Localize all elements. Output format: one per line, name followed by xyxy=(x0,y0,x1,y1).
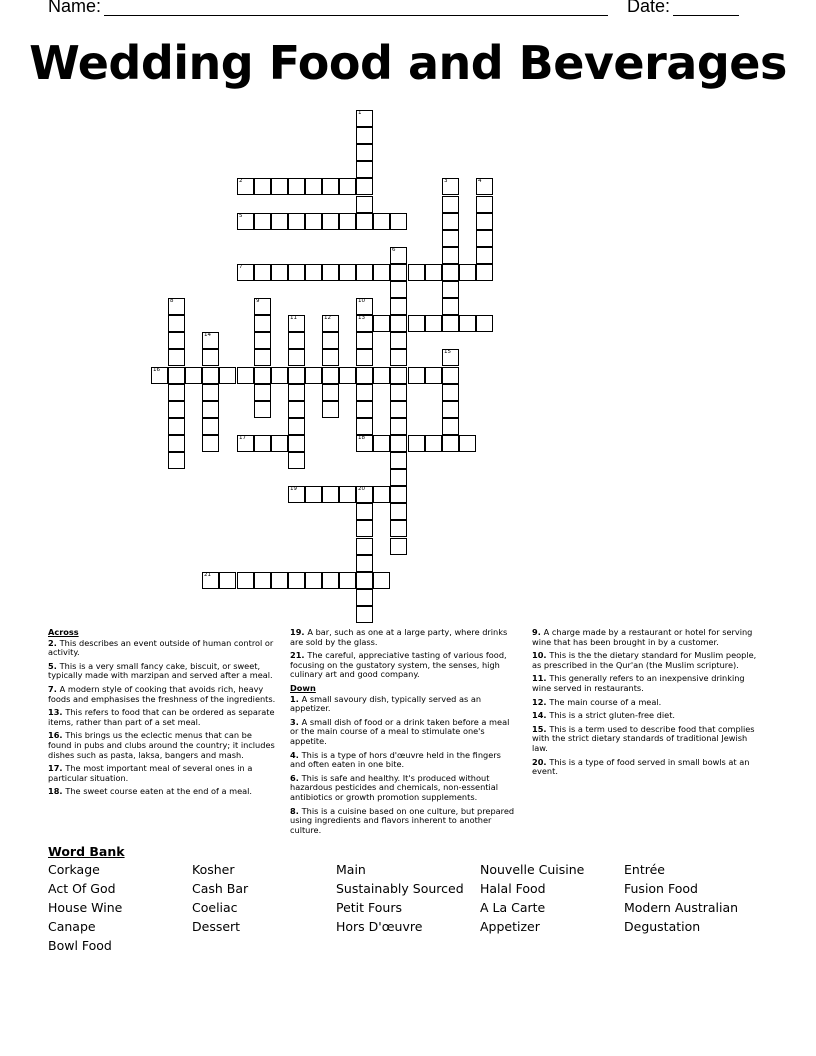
grid-cell[interactable] xyxy=(356,161,373,178)
clue-item-text: This is a type of food served in small bowls at an event. xyxy=(532,756,750,777)
grid-cell[interactable] xyxy=(185,367,202,384)
grid-cell[interactable] xyxy=(390,435,407,452)
clue-item xyxy=(290,651,518,680)
word-bank-item: Nouvelle Cuisine xyxy=(480,862,585,877)
clue-item-number: 1. xyxy=(290,693,302,704)
clue-item-text: The sweet course eaten at the end of a meal. xyxy=(65,786,253,797)
grid-cell[interactable] xyxy=(425,435,442,452)
word-bank-item: Corkage xyxy=(48,862,100,877)
grid-cell[interactable] xyxy=(254,349,271,366)
grid-cell[interactable] xyxy=(271,572,288,589)
grid-cell[interactable] xyxy=(390,264,407,281)
clue-item-text: The most important meal of several ones in a particular situation. xyxy=(48,763,253,783)
grid-cell[interactable] xyxy=(390,349,407,366)
grid-cell[interactable] xyxy=(356,144,373,161)
grid-cell[interactable] xyxy=(202,418,219,435)
word-bank-item: Halal Food xyxy=(480,881,546,896)
grid-cell[interactable] xyxy=(168,349,185,366)
grid-cell[interactable] xyxy=(288,178,305,195)
grid-cell[interactable] xyxy=(390,298,407,315)
grid-cell[interactable] xyxy=(288,213,305,230)
grid-cell[interactable] xyxy=(356,349,373,366)
grid-cell[interactable] xyxy=(168,452,185,469)
clue-number: 7 xyxy=(239,264,243,270)
grid-cell[interactable] xyxy=(476,230,493,247)
grid-cell[interactable] xyxy=(356,503,373,520)
word-bank-item: Canape xyxy=(48,919,96,934)
grid-cell[interactable] xyxy=(390,503,407,520)
grid-cell[interactable] xyxy=(442,349,459,366)
word-bank-item: Main xyxy=(336,862,366,877)
word-bank-item: Appetizer xyxy=(480,919,540,934)
clue-item xyxy=(532,674,760,693)
grid-cell[interactable] xyxy=(373,264,390,281)
clue-column-1 xyxy=(48,628,276,801)
grid-cell[interactable] xyxy=(390,213,407,230)
grid-cell[interactable] xyxy=(237,572,254,589)
clue-number: 20 xyxy=(358,486,365,492)
clue-item-number: 11. xyxy=(532,673,550,684)
grid-cell[interactable] xyxy=(322,367,339,384)
clue-item-text: This refers to food that can be ordered as separate items, rather than part of a set meal. xyxy=(48,707,275,727)
grid-cell[interactable] xyxy=(425,264,442,281)
grid-cell[interactable] xyxy=(390,520,407,537)
clue-column-3 xyxy=(532,628,760,781)
grid-cell[interactable] xyxy=(288,349,305,366)
clue-item xyxy=(290,695,518,714)
grid-cell[interactable] xyxy=(168,384,185,401)
clue-item-number: 3. xyxy=(290,716,302,727)
grid-cell[interactable] xyxy=(322,213,339,230)
grid-cell[interactable] xyxy=(476,196,493,213)
word-bank-item: Act Of God xyxy=(48,881,116,896)
clue-item xyxy=(532,711,760,721)
grid-cell[interactable] xyxy=(168,367,185,384)
clue-item-text: A small dish of food or a drink taken before a meal or the main course of a meal to stimulate one's appetite. xyxy=(290,716,510,746)
grid-cell[interactable] xyxy=(373,435,390,452)
clue-item-text: A bar, such as one at a large party, where drinks are sold by the glass. xyxy=(290,627,508,647)
grid-cell[interactable] xyxy=(390,486,407,503)
grid-cell[interactable] xyxy=(442,281,459,298)
word-bank-item: Bowl Food xyxy=(48,938,112,953)
clue-item-number: 14. xyxy=(532,710,550,721)
grid-cell[interactable] xyxy=(168,298,185,315)
clue-item-text: A modern style of cooking that avoids rich, heavy foods and emphasises the freshness of the ingredients. xyxy=(48,683,276,704)
grid-cell[interactable] xyxy=(442,213,459,230)
clue-item xyxy=(48,764,276,783)
grid-cell[interactable] xyxy=(425,315,442,332)
clue-item-text: A small savoury dish, typically served as an appetizer. xyxy=(290,693,482,714)
grid-cell[interactable] xyxy=(442,196,459,213)
grid-cell[interactable] xyxy=(390,367,407,384)
grid-cell[interactable] xyxy=(356,589,373,606)
clue-item-text: This describes an event outside of human control or activity. xyxy=(48,637,274,658)
word-bank-title: Word Bank xyxy=(48,844,125,859)
grid-cell[interactable] xyxy=(408,315,425,332)
grid-cell[interactable] xyxy=(288,418,305,435)
clue-item xyxy=(532,725,760,754)
grid-cell[interactable] xyxy=(305,264,322,281)
grid-cell[interactable] xyxy=(237,213,254,230)
grid-cell[interactable] xyxy=(390,384,407,401)
clue-number: 2 xyxy=(239,178,243,184)
grid-cell[interactable] xyxy=(322,332,339,349)
word-bank-item: Coeliac xyxy=(192,900,238,915)
grid-cell[interactable] xyxy=(373,315,390,332)
grid-cell[interactable] xyxy=(305,572,322,589)
clue-item-number: 21. xyxy=(290,650,308,661)
grid-cell[interactable] xyxy=(442,264,459,281)
clue-number: 15 xyxy=(444,349,451,355)
clue-item-number: 6. xyxy=(290,772,302,783)
grid-cell[interactable] xyxy=(202,349,219,366)
grid-cell[interactable] xyxy=(356,418,373,435)
grid-cell[interactable] xyxy=(390,469,407,486)
grid-cell[interactable] xyxy=(271,213,288,230)
grid-cell[interactable] xyxy=(356,606,373,623)
clue-item-number: 2. xyxy=(48,637,60,648)
grid-cell[interactable] xyxy=(390,247,407,264)
clue-item-text: This generally refers to an inexpensive drinking wine served in restaurants. xyxy=(532,673,745,693)
grid-cell[interactable] xyxy=(168,418,185,435)
grid-cell[interactable] xyxy=(288,435,305,452)
grid-cell[interactable] xyxy=(408,264,425,281)
clue-item xyxy=(532,628,760,647)
clue-item-text: This is the the dietary standard for Muslim people, as prescribed in the Qur'an (the Muslim scripture). xyxy=(532,650,757,670)
word-bank-item: Sustainably Sourced xyxy=(336,881,464,896)
grid-cell[interactable] xyxy=(356,213,373,230)
grid-cell[interactable] xyxy=(373,367,390,384)
date-label: Date: xyxy=(627,0,671,16)
grid-cell[interactable] xyxy=(305,367,322,384)
grid-cell[interactable] xyxy=(408,435,425,452)
grid-cell[interactable] xyxy=(356,486,373,503)
clue-item-number: 18. xyxy=(48,786,66,797)
grid-cell[interactable] xyxy=(390,315,407,332)
grid-cell[interactable] xyxy=(254,332,271,349)
grid-cell[interactable] xyxy=(339,367,356,384)
grid-cell[interactable] xyxy=(151,367,168,384)
grid-cell[interactable] xyxy=(271,367,288,384)
word-bank-item: Fusion Food xyxy=(624,881,698,896)
clue-item-text: This is a cuisine based on one culture, but prepared using ingredients and flavors inherent to another culture. xyxy=(290,805,515,835)
clue-item-text: The careful, appreciative tasting of various food, focusing on the gustatory system, the senses, high culinary art and good company. xyxy=(290,650,507,680)
grid-cell[interactable] xyxy=(356,110,373,127)
clue-item-text: This brings us the eclectic menus that can be found in pubs and clubs around the country; it includes dishes such as pasta, laksa, bangers and mash. xyxy=(48,730,275,760)
grid-cell[interactable] xyxy=(442,418,459,435)
grid-cell[interactable] xyxy=(202,384,219,401)
grid-cell[interactable] xyxy=(322,264,339,281)
clue-heading: Across xyxy=(48,627,79,637)
clue-item xyxy=(532,698,760,708)
clue-item-number: 20. xyxy=(532,756,550,767)
grid-cell[interactable] xyxy=(373,486,390,503)
grid-cell[interactable] xyxy=(390,401,407,418)
grid-cell[interactable] xyxy=(442,298,459,315)
grid-cell[interactable] xyxy=(288,401,305,418)
grid-cell[interactable] xyxy=(459,264,476,281)
grid-cell[interactable] xyxy=(356,264,373,281)
clue-number: 19 xyxy=(290,486,297,492)
clue-item xyxy=(532,651,760,670)
grid-cell[interactable] xyxy=(390,418,407,435)
grid-cell[interactable] xyxy=(356,315,373,332)
word-bank-item: A La Carte xyxy=(480,900,546,915)
clue-number: 13 xyxy=(358,315,365,321)
grid-cell[interactable] xyxy=(459,315,476,332)
grid-cell[interactable] xyxy=(356,367,373,384)
grid-cell[interactable] xyxy=(390,538,407,555)
grid-cell[interactable] xyxy=(271,178,288,195)
clue-item xyxy=(290,718,518,747)
clue-item-text: This is a strict gluten-free diet. xyxy=(549,710,676,721)
clue-item xyxy=(290,751,518,770)
word-bank-item: Hors D'œuvre xyxy=(336,919,423,934)
grid-cell[interactable] xyxy=(390,452,407,469)
grid-cell[interactable] xyxy=(322,178,339,195)
clue-item xyxy=(48,787,276,797)
grid-cell[interactable] xyxy=(202,435,219,452)
grid-cell[interactable] xyxy=(254,572,271,589)
grid-cell[interactable] xyxy=(356,196,373,213)
grid-cell[interactable] xyxy=(219,572,236,589)
grid-cell[interactable] xyxy=(322,315,339,332)
grid-cell[interactable] xyxy=(322,401,339,418)
clue-item xyxy=(48,731,276,760)
grid-cell[interactable] xyxy=(254,401,271,418)
grid-cell[interactable] xyxy=(356,435,373,452)
clue-number: 17 xyxy=(239,435,246,441)
clue-item-text: This is a type of hors d'œuvre held in the fingers and often eaten in one bite. xyxy=(290,749,501,770)
grid-cell[interactable] xyxy=(202,367,219,384)
grid-cell[interactable] xyxy=(237,178,254,195)
grid-cell[interactable] xyxy=(254,384,271,401)
grid-cell[interactable] xyxy=(356,538,373,555)
clue-item-text: The main course of a meal. xyxy=(549,696,662,707)
grid-cell[interactable] xyxy=(237,367,254,384)
clue-item-number: 5. xyxy=(48,660,60,671)
grid-cell[interactable] xyxy=(237,264,254,281)
name-label: Name: xyxy=(48,0,102,16)
grid-cell[interactable] xyxy=(254,264,271,281)
grid-cell[interactable] xyxy=(356,178,373,195)
page-title: Wedding Food and Beverages xyxy=(29,36,787,90)
grid-cell[interactable] xyxy=(271,435,288,452)
grid-cell[interactable] xyxy=(288,384,305,401)
grid-cell[interactable] xyxy=(322,486,339,503)
clue-item-number: 8. xyxy=(290,805,302,816)
clue-number: 9 xyxy=(256,298,260,304)
clue-heading: Down xyxy=(290,682,316,693)
grid-cell[interactable] xyxy=(168,435,185,452)
clue-item xyxy=(290,774,518,803)
grid-cell[interactable] xyxy=(442,435,459,452)
clue-item-number: 15. xyxy=(532,723,550,734)
clue-item-text: This is a very small fancy cake, biscuit, or sweet, typically made with marzipan and served after a meal. xyxy=(48,660,273,681)
clue-item-number: 13. xyxy=(48,707,66,718)
grid-cell[interactable] xyxy=(442,315,459,332)
clue-number: 16 xyxy=(153,367,160,373)
grid-cell[interactable] xyxy=(288,452,305,469)
grid-cell[interactable] xyxy=(288,315,305,332)
word-bank-item: Petit Fours xyxy=(336,900,402,915)
grid-cell[interactable] xyxy=(356,298,373,315)
word-bank-item: Entrée xyxy=(624,862,665,877)
grid-cell[interactable] xyxy=(356,555,373,572)
grid-cell[interactable] xyxy=(339,486,356,503)
clue-item-number: 10. xyxy=(532,650,550,661)
clue-column-2 xyxy=(290,628,518,839)
grid-cell[interactable] xyxy=(254,367,271,384)
grid-cell[interactable] xyxy=(202,332,219,349)
grid-cell[interactable] xyxy=(305,213,322,230)
clue-number: 5 xyxy=(239,213,243,219)
grid-cell[interactable] xyxy=(305,178,322,195)
grid-cell[interactable] xyxy=(390,332,407,349)
clue-number: 12 xyxy=(324,315,331,321)
clue-item xyxy=(290,807,518,836)
grid-cell[interactable] xyxy=(408,367,425,384)
clue-number: 3 xyxy=(444,178,448,184)
grid-cell[interactable] xyxy=(339,213,356,230)
grid-cell[interactable] xyxy=(288,332,305,349)
clue-item-number: 12. xyxy=(532,696,550,707)
grid-cell[interactable] xyxy=(288,264,305,281)
grid-cell[interactable] xyxy=(442,384,459,401)
clue-item xyxy=(48,662,276,681)
grid-cell[interactable] xyxy=(254,298,271,315)
clue-item xyxy=(532,758,760,777)
grid-cell[interactable] xyxy=(476,264,493,281)
clue-number: 4 xyxy=(478,178,482,184)
grid-cell[interactable] xyxy=(356,384,373,401)
grid-cell[interactable] xyxy=(219,367,236,384)
grid-cell[interactable] xyxy=(322,349,339,366)
grid-cell[interactable] xyxy=(288,367,305,384)
word-bank-item: Degustation xyxy=(624,919,701,934)
grid-cell[interactable] xyxy=(442,367,459,384)
clue-item-text: This is safe and healthy. It's produced without hazardous pesticides and chemicals, non-essential antibiotics or growth promotion supplements. xyxy=(290,772,499,802)
grid-cell[interactable] xyxy=(442,178,459,195)
clue-number: 8 xyxy=(170,298,174,304)
grid-cell[interactable] xyxy=(168,332,185,349)
grid-cell[interactable] xyxy=(442,247,459,264)
clue-item xyxy=(290,628,518,647)
grid-cell[interactable] xyxy=(356,332,373,349)
clue-item xyxy=(48,639,276,658)
grid-cell[interactable] xyxy=(339,572,356,589)
grid-cell[interactable] xyxy=(425,367,442,384)
grid-cell[interactable] xyxy=(339,264,356,281)
grid-cell[interactable] xyxy=(442,230,459,247)
clue-item-number: 9. xyxy=(532,627,544,637)
grid-cell[interactable] xyxy=(202,572,219,589)
clue-item-text: A charge made by a restaurant or hotel for serving wine that has been brought in by a customer. xyxy=(532,627,753,647)
clue-number: 18 xyxy=(358,435,365,441)
grid-cell[interactable] xyxy=(322,384,339,401)
clue-number: 10 xyxy=(358,298,365,304)
clue-item-number: 19. xyxy=(290,627,308,637)
word-bank-item: House Wine xyxy=(48,900,123,915)
clue-number: 6 xyxy=(392,247,396,253)
grid-cell[interactable] xyxy=(202,401,219,418)
clue-item-number: 4. xyxy=(290,749,302,760)
grid-cell[interactable] xyxy=(390,281,407,298)
grid-cell[interactable] xyxy=(322,572,339,589)
grid-cell[interactable] xyxy=(254,435,271,452)
clue-number: 11 xyxy=(290,315,297,321)
grid-cell[interactable] xyxy=(442,401,459,418)
grid-cell[interactable] xyxy=(288,486,305,503)
grid-cell[interactable] xyxy=(356,572,373,589)
grid-cell[interactable] xyxy=(168,315,185,332)
grid-cell[interactable] xyxy=(476,213,493,230)
grid-cell[interactable] xyxy=(373,213,390,230)
grid-cell[interactable] xyxy=(339,178,356,195)
grid-cell[interactable] xyxy=(373,572,390,589)
grid-cell[interactable] xyxy=(168,401,185,418)
clue-number: 21 xyxy=(204,572,211,578)
grid-cell[interactable] xyxy=(356,127,373,144)
grid-cell[interactable] xyxy=(356,520,373,537)
grid-cell[interactable] xyxy=(254,315,271,332)
grid-cell[interactable] xyxy=(356,401,373,418)
word-bank-item: Cash Bar xyxy=(192,881,249,896)
clue-number: 1 xyxy=(358,110,362,116)
clue-number: 14 xyxy=(204,332,211,338)
grid-cell[interactable] xyxy=(476,247,493,264)
grid-cell[interactable] xyxy=(237,435,254,452)
clue-item xyxy=(48,685,276,704)
clue-item-number: 16. xyxy=(48,730,66,741)
grid-cell[interactable] xyxy=(271,264,288,281)
word-bank-item: Modern Australian xyxy=(624,900,739,915)
clue-item xyxy=(48,708,276,727)
grid-cell[interactable] xyxy=(288,572,305,589)
clue-item-text: This is a term used to describe food that complies with the strict dietary standards of traditional Jewish law. xyxy=(532,723,755,753)
word-bank-item: Kosher xyxy=(192,862,235,877)
clue-item-number: 17. xyxy=(48,763,66,774)
grid-cell[interactable] xyxy=(476,315,493,332)
word-bank-item: Dessert xyxy=(192,919,241,934)
grid-cell[interactable] xyxy=(305,486,322,503)
clue-item-number: 7. xyxy=(48,683,60,694)
grid-cell[interactable] xyxy=(254,178,271,195)
grid-cell[interactable] xyxy=(254,213,271,230)
grid-cell[interactable] xyxy=(476,178,493,195)
grid-cell[interactable] xyxy=(459,435,476,452)
